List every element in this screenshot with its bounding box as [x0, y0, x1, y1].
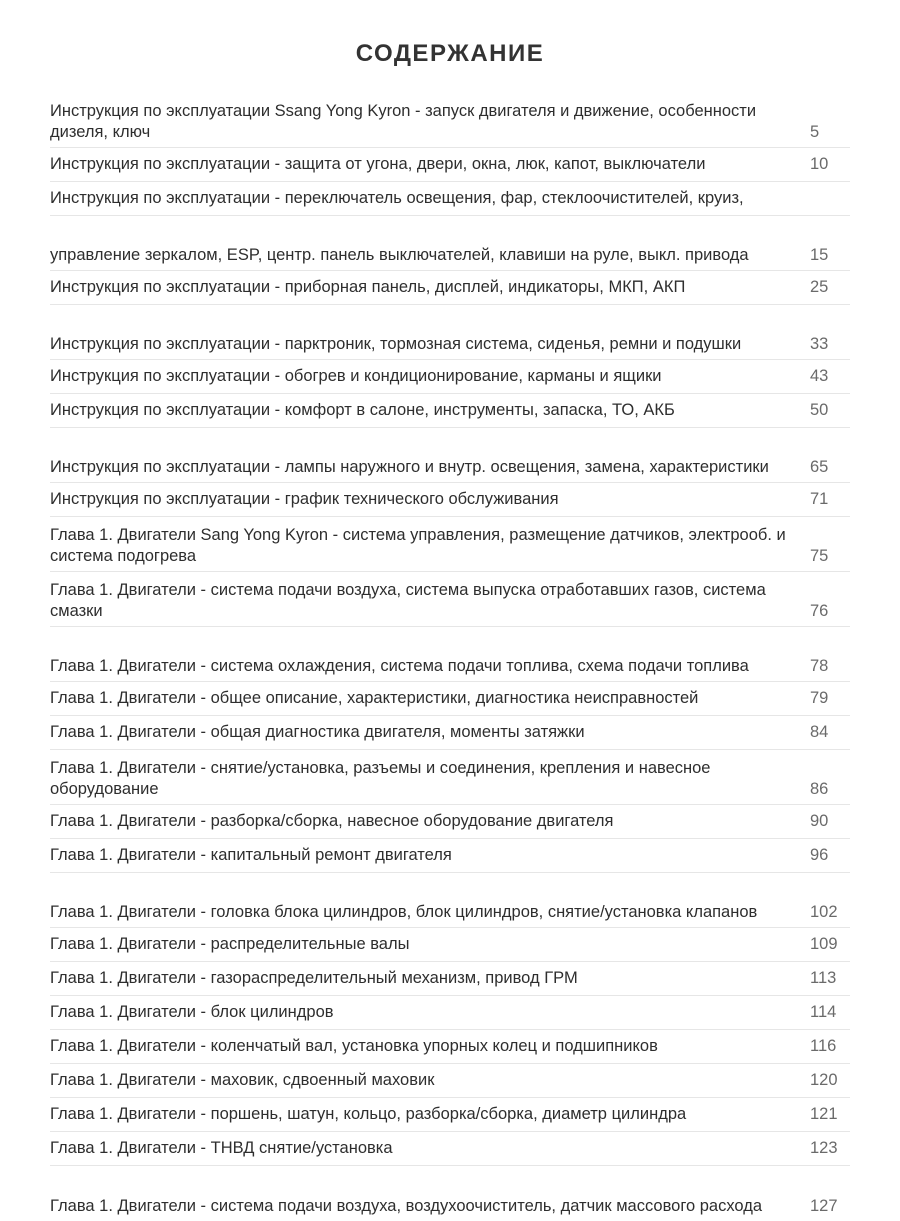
toc-entry-title: Инструкция по эксплуатации - обогрев и кондиционирование, карманы и ящики	[50, 367, 662, 385]
toc-entry-title: Инструкция по эксплуатации - график технического обслуживания	[50, 490, 559, 508]
toc-entry-title: Глава 1. Двигатели - общая диагностика двигателя, моменты затяжки	[50, 723, 585, 741]
toc-entry-page: 5	[810, 123, 820, 141]
toc-entry-title: Глава 1. Двигатели - общее описание, характеристики, диагностика неисправностей	[50, 689, 699, 707]
toc-entry-title: Глава 1. Двигатели Sang Yong Kyron - система управления, размещение датчиков, электрооб. и система подогрева	[50, 526, 786, 565]
toc-entry-page: 86	[810, 780, 829, 798]
toc-entry-title: управление зеркалом, ESP, центр. панель выключателей, клавиши на руле, выкл. привода	[50, 246, 749, 264]
toc-entry-title: Глава 1. Двигатели - поршень, шатун, кольцо, разборка/сборка, диаметр цилиндра	[50, 1105, 687, 1123]
toc-entry-title: Глава 1. Двигатели - распределительные валы	[50, 935, 410, 953]
toc-entry-title: Инструкция по эксплуатации - лампы наружного и внутр. освещения, замена, характеристики	[50, 458, 769, 476]
toc-entry-title: Инструкция по эксплуатации Ssang Yong Kyron - запуск двигателя и движение, особенности дизеля, ключ	[50, 102, 757, 141]
toc-entry[interactable]	[50, 1030, 850, 1064]
toc-entry[interactable]	[50, 873, 850, 928]
toc-entry[interactable]	[50, 627, 850, 682]
toc-entry[interactable]	[50, 216, 850, 271]
toc-entry-page: 116	[810, 1037, 837, 1055]
toc-entry[interactable]	[50, 483, 850, 517]
toc-entry[interactable]	[50, 1098, 850, 1132]
toc-entry-page: 43	[810, 367, 829, 385]
toc-entry-title: Инструкция по эксплуатации - комфорт в салоне, инструменты, запаска, ТО, АКБ	[50, 401, 675, 419]
toc-entry-title: Инструкция по эксплуатации - приборная панель, дисплей, индикаторы, МКП, АКП	[50, 278, 686, 296]
toc-entry-page: 113	[810, 969, 837, 987]
toc-entry-page: 65	[810, 458, 829, 476]
toc-entry-title: Глава 1. Двигатели - ТНВД снятие/установка	[50, 1139, 393, 1157]
toc-entry[interactable]	[50, 428, 850, 483]
toc-entry-page: 25	[810, 278, 829, 296]
toc-list	[50, 93, 850, 1221]
toc-entry-title: Глава 1. Двигатели - газораспределительный механизм, привод ГРМ	[50, 969, 578, 987]
toc-entry-page: 120	[810, 1071, 838, 1089]
toc-entry[interactable]	[50, 1064, 850, 1098]
toc-entry-page: 76	[810, 602, 829, 620]
toc-entry-title: Глава 1. Двигатели - снятие/установка, разъемы и соединения, крепления и навесное оборудование	[50, 759, 711, 798]
toc-entry[interactable]	[50, 394, 850, 428]
toc-entry-page: 84	[810, 723, 829, 741]
toc-entry-page: 127	[810, 1197, 838, 1215]
toc-entry-page: 75	[810, 547, 829, 565]
toc-entry-page: 96	[810, 846, 829, 864]
toc-entry[interactable]	[50, 517, 850, 572]
toc-entry-title: Глава 1. Двигатели - система подачи воздуха, воздухоочиститель, датчик массового расхода	[50, 1197, 763, 1215]
toc-entry-title: Инструкция по эксплуатации - парктроник, тормозная система, сиденья, ремни и подушки	[50, 335, 742, 353]
toc-entry-page: 123	[810, 1139, 838, 1157]
toc-entry-title: Глава 1. Двигатели - коленчатый вал, установка упорных колец и подшипников	[50, 1037, 658, 1055]
toc-entry-title: Глава 1. Двигатели - система подачи воздуха, система выпуска отработавших газов, система смазки	[50, 581, 766, 620]
toc-entry-page: 71	[810, 490, 829, 508]
toc-entry-title: Глава 1. Двигатели - маховик, сдвоенный маховик	[50, 1071, 435, 1089]
toc-entry[interactable]	[50, 682, 850, 716]
toc-entry-page: 79	[810, 689, 829, 707]
toc-entry[interactable]	[50, 716, 850, 750]
toc-entry[interactable]	[50, 1132, 850, 1166]
toc-entry[interactable]	[50, 996, 850, 1030]
toc-entry[interactable]	[50, 750, 850, 805]
toc-entry-title: Глава 1. Двигатели - разборка/сборка, навесное оборудование двигателя	[50, 812, 614, 830]
toc-entry[interactable]	[50, 1166, 850, 1221]
toc-entry[interactable]	[50, 928, 850, 962]
toc-entry-title: Глава 1. Двигатели - система охлаждения, система подачи топлива, схема подачи топлива	[50, 657, 749, 675]
toc-entry-title: Глава 1. Двигатели - капитальный ремонт двигателя	[50, 846, 452, 864]
toc-entry-page: 50	[810, 401, 829, 419]
toc-entry-page: 109	[810, 935, 838, 953]
toc-entry-page: 90	[810, 812, 829, 830]
toc-entry-page: 10	[810, 155, 829, 173]
toc-entry-title: Глава 1. Двигатели - головка блока цилиндров, блок цилиндров, снятие/установка клапанов	[50, 903, 758, 921]
toc-entry[interactable]	[50, 360, 850, 394]
toc-entry-page: 15	[810, 246, 829, 264]
toc-entry[interactable]	[50, 271, 850, 305]
toc-entry-page: 33	[810, 335, 829, 353]
toc-entry[interactable]	[50, 305, 850, 360]
toc-entry[interactable]	[50, 148, 850, 182]
toc-entry[interactable]	[50, 93, 850, 148]
toc-entry-title: Глава 1. Двигатели - блок цилиндров	[50, 1003, 334, 1021]
toc-entry[interactable]	[50, 839, 850, 873]
toc-entry-page: 121	[810, 1105, 838, 1123]
toc-entry[interactable]	[50, 182, 850, 216]
toc-entry-title: Инструкция по эксплуатации - защита от угона, двери, окна, люк, капот, выключатели	[50, 155, 706, 173]
toc-entry-title: Инструкция по эксплуатации - переключатель освещения, фар, стеклоочистителей, круиз,	[50, 189, 744, 207]
toc-entry-page: 78	[810, 657, 829, 675]
toc-entry[interactable]	[50, 572, 850, 627]
page-title: СОДЕРЖАНИЕ	[355, 40, 545, 67]
toc-entry[interactable]	[50, 962, 850, 996]
toc-entry[interactable]	[50, 805, 850, 839]
toc-entry-page: 102	[810, 903, 838, 921]
toc-entry-page: 114	[810, 1003, 837, 1021]
